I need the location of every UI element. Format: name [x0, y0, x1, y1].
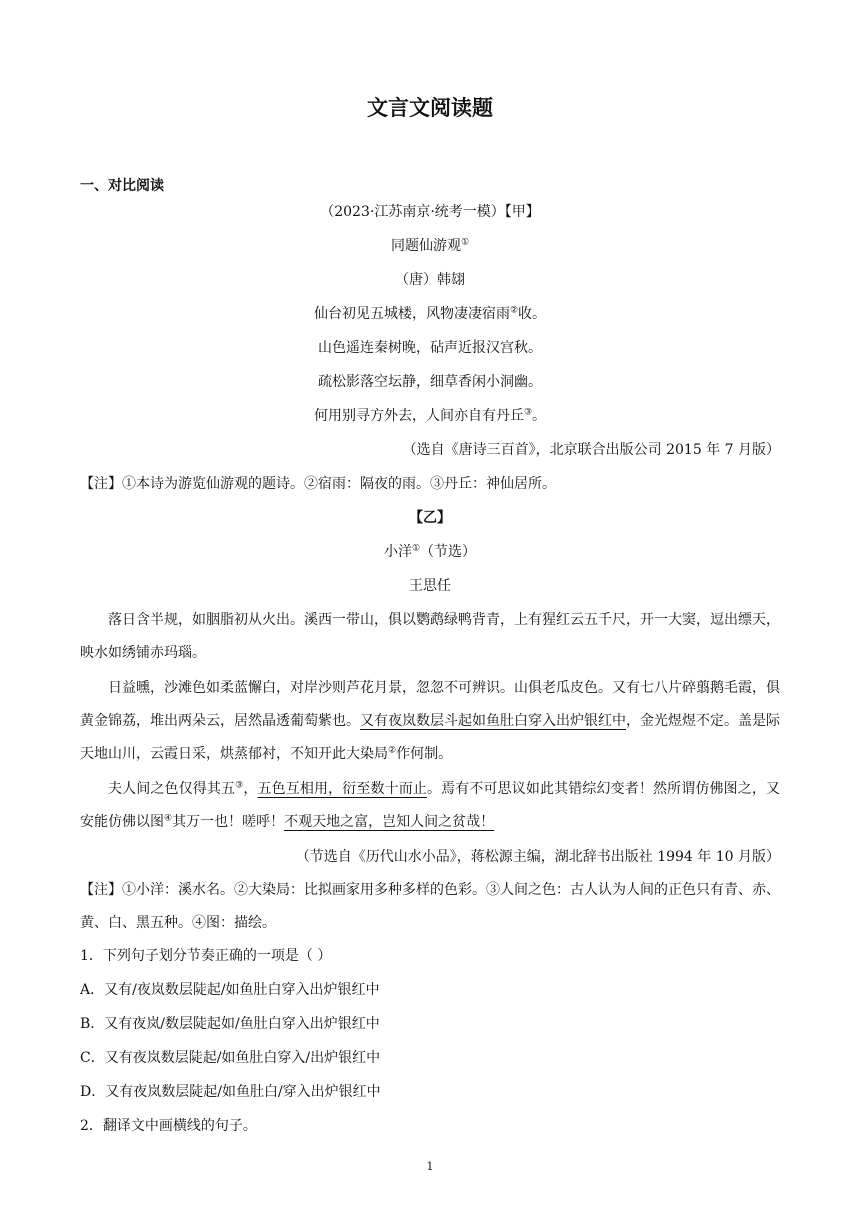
- poem-source: （选自《唐诗三百首》，北京联合出版公司 2015 年 7 月版）: [402, 442, 780, 458]
- poem-line-text: 疏松影落空坛静，细草香闲小洞幽。: [318, 374, 542, 390]
- poem-note: 【注】①本诗为游览仙游观的题诗。②宿雨：隔夜的雨。③丹丘：神仙居所。: [80, 476, 556, 492]
- option-b: B．又有夜岚/数层陡起如/鱼肚白穿入出炉银红中: [80, 1016, 380, 1032]
- section-heading: 一、对比阅读: [80, 178, 164, 194]
- footnote-marker: ①: [460, 237, 470, 248]
- footnote-marker: ②: [509, 305, 519, 316]
- poem-line: [80, 399, 780, 433]
- prose-label: 【乙】: [409, 510, 451, 526]
- paragraph-text: 其万一也！嗟呼！: [172, 814, 285, 830]
- option-d: D．又有夜岚数层陡起/如鱼肚白/穿入出炉银红中: [80, 1084, 381, 1100]
- poem-line-text: 何用别寻方外去，人间亦自有丹丘: [313, 408, 524, 424]
- page-number: 1: [426, 1160, 434, 1173]
- poem-author: （唐）韩翃: [395, 272, 465, 288]
- option-a: A．又有/夜岚数层陡起/如鱼肚白穿入出炉银红中: [80, 982, 380, 998]
- underlined-sentence: 又有夜岚数层斗起如鱼肚白穿入出炉银红中: [360, 713, 626, 729]
- poem-title-text: 同题仙游观: [390, 238, 461, 254]
- poem-title: [80, 229, 780, 263]
- footnote-marker: ④: [164, 813, 173, 824]
- paragraph-text: 夫人间之色仅得其五: [108, 781, 236, 797]
- paragraph-text: ，金光煜煜不定。盖是际天地山川，云霞日采，烘蒸郁衬，不知开此大染局: [80, 713, 780, 762]
- footnote-marker: ②: [388, 745, 397, 756]
- prose-title-suffix: （节选）: [420, 544, 477, 560]
- prose-author: 王思任: [409, 578, 451, 594]
- poem-line: [80, 297, 780, 331]
- prose-title: [80, 535, 780, 569]
- prose-paragraph-3: [80, 773, 780, 839]
- poem-line: [80, 331, 780, 365]
- source-header: （2023·江苏南京·统考一模）【甲】: [320, 204, 540, 220]
- prose-source: （节选自《历代山水小品》，蒋松源主编，湖北辞书出版社 1994 年 10 月版）: [295, 849, 780, 865]
- poem-line-text: 。: [532, 408, 547, 424]
- underlined-sentence: 不观天地之富，岂知人间之贫哉！: [284, 814, 495, 830]
- page-title: 文言文阅读题: [367, 96, 493, 120]
- poem-line-text: 山色遥连秦树晚，砧声近报汉宫秋。: [318, 340, 542, 356]
- footnote-marker: ①: [411, 543, 421, 554]
- poem-line: [80, 365, 780, 399]
- prose-note: 【注】①小洋：溪水名。②大染局：比拟画家用多种多样的色彩。③人间之色：古人认为人间的正色只有青、赤、黄、白、黑五种。④图：描绘。: [80, 882, 780, 931]
- footnote-marker: ③: [235, 780, 244, 791]
- paragraph-text: ，: [243, 781, 258, 797]
- option-c: C．又有夜岚数层陡起/如鱼肚白穿入/出炉银红中: [80, 1050, 381, 1066]
- underlined-sentence: 五色互相用，衍至数十而止: [257, 781, 427, 797]
- poem-line-text: 收。: [518, 306, 547, 322]
- prose-title-text: 小洋: [383, 544, 412, 560]
- prose-paragraph-2: [80, 672, 780, 771]
- paragraph-text: 。焉有不可思议如此其错综幻变者！然所谓仿佛图之，又安能仿佛以图: [80, 781, 781, 830]
- footnote-marker: ③: [523, 407, 533, 418]
- paragraph-text: 日益曛，沙滩色如柔蓝懈白，对岸沙则芦花月景，忽忽不可辨识。山俱老瓜皮色。又有七八片碎翦鹅毛霞，俱黄金锦荔，堆出两朵云，居然晶透葡萄紫也。: [80, 680, 780, 729]
- prose-paragraph-1: 落日含半规，如胭脂初从火出。溪西一带山，俱以鹦鹉绿鸭背青，上有猩红云五千尺，开一大窦，逗出缥天，映水如绣铺赤玛瑙。: [80, 612, 780, 661]
- question-2: 2．翻译文中画横线的句子。: [80, 1118, 257, 1134]
- question-1: 1．下列句子划分节奏正确的一项是（ ）: [80, 948, 332, 964]
- paragraph-text: 作何制。: [396, 746, 453, 762]
- poem-line-text: 仙台初见五城楼，风物凄凄宿雨: [313, 306, 510, 322]
